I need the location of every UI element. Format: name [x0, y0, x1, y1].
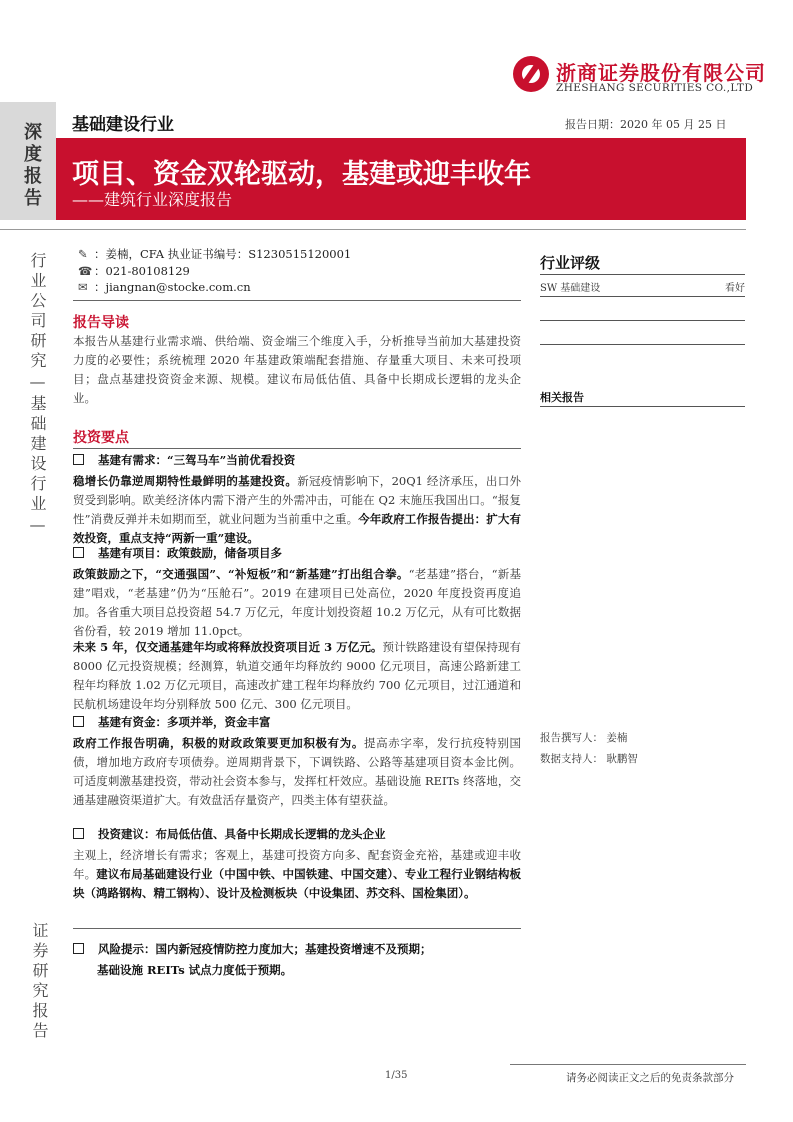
- rating-divider-2: [540, 320, 745, 321]
- risk-divider: [73, 928, 521, 929]
- section-funding-text: 政府工作报告明确，积极的财政政策要更加积极有为。提高赤字率，发行抗疫特别国债，增加地方政府专项债券。逆周期背景下，下调铁路、公路等基建项目资本金比例。可适度刺激基建投资，带动社会资本参与，发挥杠杆效应。基础设施 REITs 终落地，交通基建融资渠道扩大。有效盘活存量资产，四类主体有望获益。: [73, 736, 521, 807]
- rating-row: [540, 279, 745, 294]
- company-name-en: ZHESHANG SECURITIES CO.,LTD: [556, 82, 754, 94]
- rating-value: 看好: [725, 283, 745, 294]
- section-project-text-2: 未来 5 年，仅交通基建年均或将释放投资项目近 3 万亿元。预计铁路建设有望保持现有 8000 亿元投资规模；经测算，轨道交通年均释放约 9000 亿元项目，高速公路新建工程年均释放 1.02 万亿元项目，高速改扩建工程年均释放约 700 亿元项目，过江通道和民航机场建设年均分别释放 500 亿元、300 亿元项目。: [73, 640, 522, 711]
- checkbox-bullet-icon: [73, 828, 84, 839]
- report-date: 报告日期：2020 年 05 月 25 日: [565, 118, 727, 131]
- author-phone: 021-80108129: [105, 264, 190, 278]
- company-logo-icon: [513, 56, 549, 92]
- section-advice-text: 主观上，经济增长有需求；客观上，基建可投资方向多、配套资金充裕，基建或迎丰收年。建议布局基础建设行业（中国中铁、中国铁建、中国交建）、专业工程行业钢结构板块（鸿路钢构、精工钢构）、设计及检测板块（中设集团、苏交科、国检集团）。: [73, 848, 522, 900]
- section-demand-heading: 基建有需求：“三驾马车”当前优看投资: [73, 452, 295, 468]
- author-line: ✎ ：姜楠，CFA 执业证书编号：S1230515120001: [78, 247, 352, 261]
- footer-divider: [510, 1064, 746, 1065]
- page-number: 1/35: [385, 1070, 408, 1081]
- company-name-cn: 浙商证券股份有限公司: [556, 61, 766, 85]
- header-divider: [0, 229, 746, 230]
- mail-icon: ✉: [78, 280, 88, 294]
- phone-icon: ☎: [78, 264, 93, 278]
- points-title: 投资要点: [73, 430, 129, 446]
- guide-text: 本报告从基建行业需求端、供给端、资金端三个维度入手，分析推导当前加大基建投资力度的必要性；系统梳理 2020 年基建政策端配套措施、存量重大项目、未来可投项目；盘点基建投资资金来源、规模。建议布局低估值、具备中长期成长逻辑的龙头企业。: [73, 334, 521, 405]
- phone-line: ☎ ：021-80108129: [78, 264, 190, 278]
- related-divider: [540, 406, 745, 407]
- report-type-label: 深度报告: [21, 122, 42, 210]
- author-name: 姜楠，CFA 执业证书编号：S1230515120001: [105, 247, 352, 261]
- risk-warning-line2: 基础设施 REITs 试点力度低于预期。: [97, 963, 293, 977]
- checkbox-bullet-icon: [73, 716, 84, 727]
- section-project-heading: 基建有项目：政策鼓励，储备项目多: [73, 545, 282, 561]
- checkbox-bullet-icon: [73, 547, 84, 558]
- author-email: jiangnan@stocke.com.cn: [105, 280, 251, 294]
- report-title: 项目、资金双轮驱动，基建或迎丰收年: [72, 159, 531, 190]
- email-line: ✉ ：jiangnan@stocke.com.cn: [78, 280, 251, 294]
- footer-disclaimer: 请务必阅读正文之后的免责条款部分: [566, 1072, 734, 1084]
- section-demand-text: 稳增长仍靠逆周期特性最鲜明的基建投资。新冠疫情影响下，20Q1 经济承压，出口外贸受到影响。欧美经济体内需下滑产生的外需冲击，可能在 Q2 末施压我国出口。“报复性”消费反弹并未如期而至，就业问题为当前重中之重。今年政府工作报告提出：扩大有效投资，重点支持“两新一重”建设。: [73, 474, 521, 545]
- checkbox-bullet-icon: [73, 454, 84, 465]
- report-writer: 报告撰写人： 姜楠: [540, 732, 628, 744]
- section-project-text-1: 政策鼓励之下，“交通强国”、“补短板”和“新基建”打出组合拳。“老基建”搭台，“新基建”唱戏，“老基建”仍为“压舱石”。2019 在建项目已处高位，2020 年度投资再度追加。各省重大项目总投资超 54.7 万亿元，年度计划投资超 10.2 万亿元，从有可比数据省份看，较 2019 增加 11.0pct。: [73, 567, 522, 638]
- author-divider: [73, 300, 521, 301]
- report-subtitle: ——建筑行业深度报告: [72, 190, 233, 209]
- risk-warning: 风险提示：国内新冠疫情防控力度加大；基建投资增速不及预期；: [73, 941, 432, 957]
- section-advice-heading: 投资建议：布局低估值、具备中长期成长逻辑的龙头企业: [73, 826, 386, 842]
- pen-icon: ✎: [78, 247, 88, 261]
- checkbox-bullet-icon: [73, 943, 84, 954]
- related-reports-title: 相关报告: [540, 391, 584, 404]
- points-divider: [73, 448, 521, 449]
- rating-index: SW 基础建设: [540, 283, 601, 294]
- left-type-label: 证券研究报告: [30, 922, 49, 1042]
- data-supporter: 数据支持人： 耿鹏智: [540, 753, 638, 765]
- section-funding-heading: 基建有资金：多项并举，资金丰富: [73, 714, 271, 730]
- guide-title: 报告导读: [73, 315, 129, 331]
- rating-divider-top: [540, 274, 745, 275]
- rating-title: 行业评级: [540, 254, 601, 272]
- rating-divider-1: [540, 296, 745, 297]
- industry-name: 基础建设行业: [72, 115, 174, 135]
- left-category-label: 行业公司研究—基础建设行业—: [28, 252, 47, 538]
- rating-divider-3: [540, 344, 745, 345]
